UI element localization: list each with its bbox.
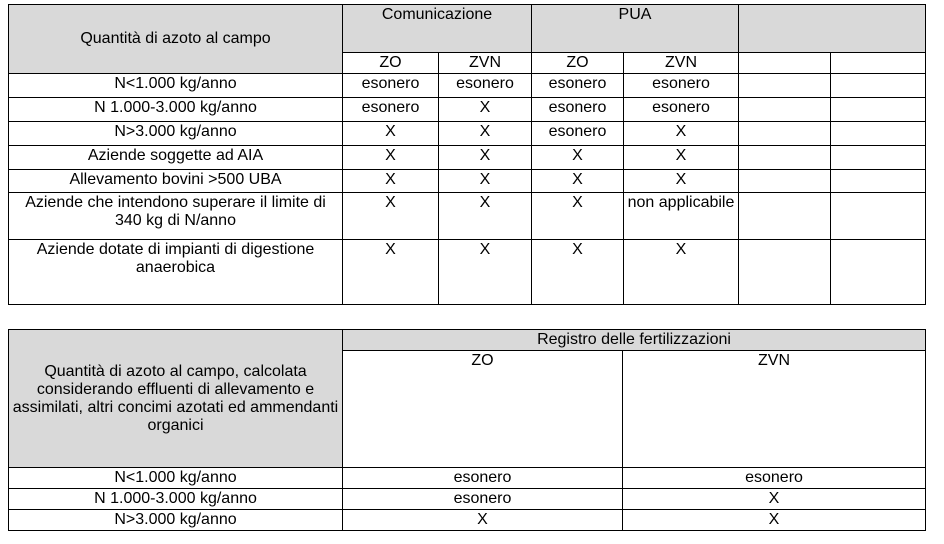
row-label: N 1.000-3.000 kg/anno (9, 98, 343, 122)
empty-cell (831, 98, 926, 122)
row-label: Aziende soggette ad AIA (9, 146, 343, 170)
header-empty (739, 5, 926, 53)
table-row (9, 193, 926, 240)
table-cell: X (623, 510, 926, 531)
empty-cell (739, 170, 831, 193)
table-cell: X (439, 146, 532, 170)
table-cell: X (532, 240, 624, 305)
table-cell: X (624, 122, 739, 146)
empty-cell (739, 193, 831, 240)
table-row (9, 240, 926, 305)
table-cell: esonero (532, 74, 624, 98)
subheader-pua-zo: ZO (532, 53, 624, 74)
table-cell: X (343, 193, 439, 240)
table-cell: X (343, 122, 439, 146)
empty-cell (739, 146, 831, 170)
empty-cell (831, 240, 926, 305)
table-cell: X (343, 146, 439, 170)
table-cell: X (343, 170, 439, 193)
table-cell: X (343, 510, 623, 531)
row-label: N<1.000 kg/anno (9, 468, 343, 489)
table-row (9, 98, 926, 122)
empty-cell (831, 170, 926, 193)
table-cell: esonero (624, 98, 739, 122)
table-cell: non applicabile (624, 193, 739, 240)
table-cell: X (532, 170, 624, 193)
header-pua: PUA (532, 5, 739, 53)
subheader-zvn: ZVN (623, 351, 926, 468)
empty-cell (739, 53, 831, 74)
row-label: Allevamento bovini >500 UBA (9, 170, 343, 193)
subheader-pua-zvn: ZVN (624, 53, 739, 74)
table-cell: X (439, 98, 532, 122)
table1-corner-label: Quantità di azoto al campo (9, 5, 343, 74)
table-row (9, 74, 926, 98)
table-cell: esonero (343, 489, 623, 510)
table-cell: X (439, 193, 532, 240)
table-row (9, 510, 926, 531)
subheader-comunicazione-zo: ZO (343, 53, 439, 74)
table-cell: X (439, 170, 532, 193)
empty-cell (831, 193, 926, 240)
table-cell: X (624, 146, 739, 170)
table-cell: esonero (623, 468, 926, 489)
table-cell: esonero (624, 74, 739, 98)
empty-cell (831, 146, 926, 170)
empty-cell (739, 74, 831, 98)
table2-corner-label: Quantità di azoto al campo, calcolata considerando effluenti di allevamento e assimilati, altri concimi azotati ed ammendanti organici (9, 330, 343, 468)
empty-cell (739, 240, 831, 305)
row-label: N<1.000 kg/anno (9, 74, 343, 98)
empty-cell (739, 98, 831, 122)
table-row (9, 146, 926, 170)
table-cell: esonero (343, 98, 439, 122)
table-cell: X (623, 489, 926, 510)
row-label: Aziende che intendono superare il limite di 340 kg di N/anno (9, 193, 343, 240)
table-cell: esonero (532, 122, 624, 146)
table-row (9, 122, 926, 146)
fertilization-register-table (8, 329, 926, 531)
table-cell: X (439, 240, 532, 305)
empty-cell (831, 53, 926, 74)
communication-pua-table (8, 4, 926, 305)
table-cell: X (532, 146, 624, 170)
row-label: N>3.000 kg/anno (9, 510, 343, 531)
table-cell: esonero (343, 74, 439, 98)
table-cell: esonero (439, 74, 532, 98)
empty-cell (831, 122, 926, 146)
header-registro-fertilizzazioni: Registro delle fertilizzazioni (343, 330, 926, 351)
table-row (9, 489, 926, 510)
row-label: N>3.000 kg/anno (9, 122, 343, 146)
table-cell: esonero (532, 98, 624, 122)
subheader-comunicazione-zvn: ZVN (439, 53, 532, 74)
table-cell: X (343, 240, 439, 305)
header-comunicazione: Comunicazione (343, 5, 532, 53)
table-row (9, 468, 926, 489)
row-label: Aziende dotate di impianti di digestione anaerobica (9, 240, 343, 305)
row-label: N 1.000-3.000 kg/anno (9, 489, 343, 510)
empty-cell (739, 122, 831, 146)
table-cell: X (624, 240, 739, 305)
table-cell: X (532, 193, 624, 240)
subheader-zo: ZO (343, 351, 623, 468)
empty-cell (831, 74, 926, 98)
table-row (9, 170, 926, 193)
table-cell: esonero (343, 468, 623, 489)
table-cell: X (624, 170, 739, 193)
table-cell: X (439, 122, 532, 146)
